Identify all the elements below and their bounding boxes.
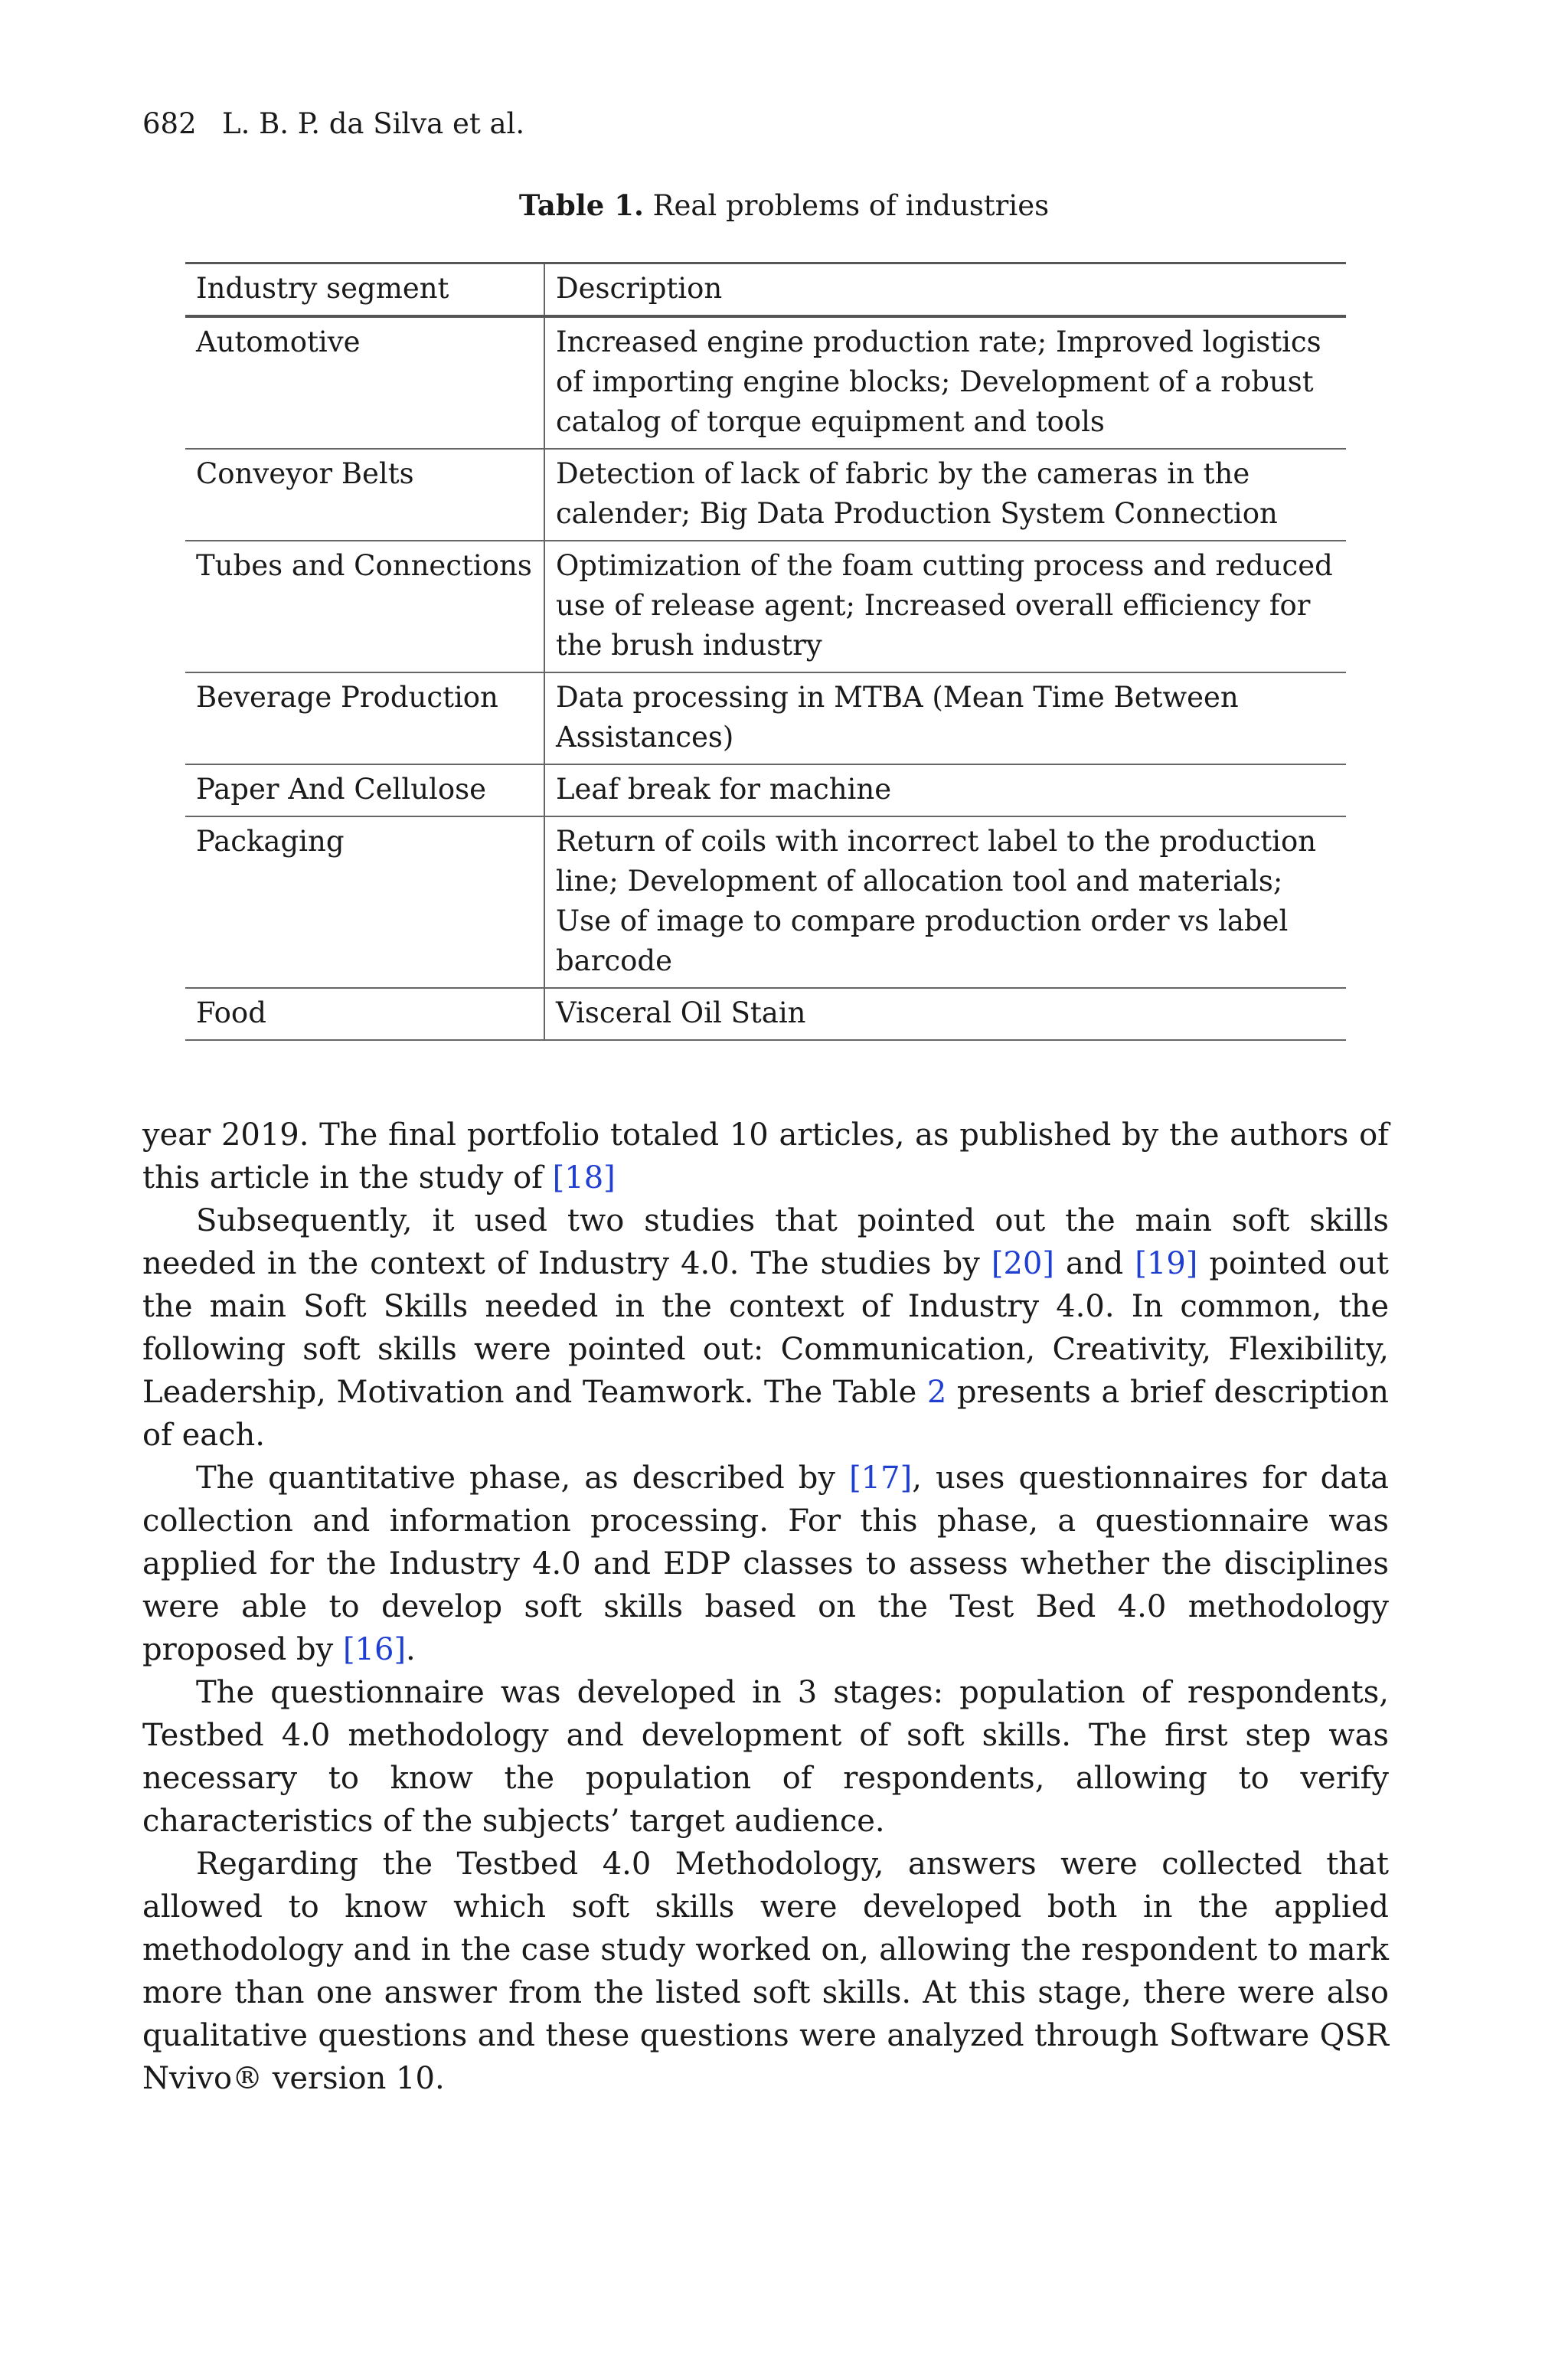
paragraph-text: The questionnaire was developed in 3 stages: population of respondents, Testbed 4.0 methodology and development of soft skills. The first step was necessary to know the population of respondents, allowing to verify characteristics of the subjects’ target audience. (142, 1675, 1389, 1839)
table-row (185, 541, 1346, 672)
table-caption (0, 187, 1568, 224)
paragraph-text: Regarding the Testbed 4.0 Methodology, answers were collected that allowed to know which soft skills were developed both in the applied methodology and in the case study worked on, allowing the respondent to mark more than one answer from the listed soft skills. At this stage, there were also qualitative questions and these questions were analyzed through Software QSR Nvivo® version 10. (142, 1846, 1389, 2096)
cell-segment: Paper And Cellulose (185, 764, 544, 816)
cell-segment: Conveyor Belts (185, 449, 544, 541)
table-reference-link[interactable]: 2 (926, 1375, 947, 1410)
table-header-row (185, 263, 1346, 317)
cell-segment: Automotive (185, 316, 544, 449)
running-head (142, 106, 524, 142)
paragraph-text: , uses questionnaires for data collection and information processing. For this phase, a questionnaire was applied for the Industry 4.0 and EDP classes to assess whether the disciplines were able to develop soft skills based on the Test Bed 4.0 methodology proposed by (142, 1460, 1390, 1667)
cell-description: Visceral Oil Stain (555, 996, 806, 1029)
paragraph-text: and (1054, 1246, 1135, 1281)
column-header-description: Description (555, 272, 723, 305)
paragraph-text: pointed out the main Soft Skills needed in the context of Industry 4.0. In common, the following soft skills were pointed out: Communication, Creativity, Flexibility, Leadership, Motivation and Teamwork. The Table (142, 1246, 1389, 1410)
citation-link[interactable]: [16] (342, 1632, 407, 1667)
cell-description: Data processing in MTBA (Mean Time Between Assistances) (555, 681, 1239, 754)
table-row (185, 316, 1346, 449)
cell-description: Return of coils with incorrect label to the production line; Development of allocation tool and materials; Use of image to compare production order vs label barcode (555, 825, 1317, 977)
table-caption-text: Real problems of industries (652, 189, 1050, 222)
table-row (185, 988, 1346, 1040)
running-head-authors: L. B. P. da Silva et al. (222, 107, 525, 140)
industry-problems-table (185, 262, 1346, 1041)
table-row (185, 764, 1346, 816)
cell-segment: Beverage Production (185, 672, 544, 764)
cell-description: Optimization of the foam cutting process and reduced use of release agent; Increased overall efficiency for the brush industry (555, 549, 1333, 662)
cell-segment: Food (185, 988, 544, 1040)
paragraph (142, 1671, 1389, 1843)
paragraph (142, 1114, 1389, 1199)
table-caption-label: Table 1. (518, 188, 644, 222)
citation-link[interactable]: [18] (552, 1160, 616, 1196)
page-number: 682 (142, 107, 197, 140)
citation-link[interactable]: [20] (991, 1246, 1054, 1281)
paragraph-text: Subsequently, it used two studies that pointed out the main soft skills needed in the context of Industry 4.0. The studies by (142, 1203, 1389, 1281)
cell-segment: Tubes and Connections (185, 541, 544, 672)
paragraph (142, 1457, 1389, 1671)
cell-segment: Packaging (185, 816, 544, 988)
paragraph (142, 1843, 1389, 2100)
paragraph-text: The quantitative phase, as described by (196, 1460, 850, 1496)
paragraph-text: year 2019. The final portfolio totaled 10 articles, as published by the authors of this article in the study of (142, 1117, 1389, 1196)
cell-description: Increased engine production rate; Improved logistics of importing engine blocks; Development of a robust catalog of torque equipment and tools (555, 325, 1321, 438)
paragraph-text: presents a brief description of each. (142, 1375, 1389, 1453)
cell-description: Detection of lack of fabric by the cameras in the calender; Big Data Production System Connection (555, 457, 1278, 530)
table-row (185, 672, 1346, 764)
paragraph (142, 1199, 1389, 1457)
citation-link[interactable]: [19] (1135, 1246, 1198, 1281)
table-row (185, 449, 1346, 541)
paragraph-text: . (406, 1632, 416, 1667)
cell-description: Leaf break for machine (555, 773, 892, 806)
body-text (142, 1114, 1389, 2100)
column-header-segment: Industry segment (185, 263, 544, 317)
table-row (185, 816, 1346, 988)
citation-link[interactable]: [17] (849, 1460, 913, 1496)
